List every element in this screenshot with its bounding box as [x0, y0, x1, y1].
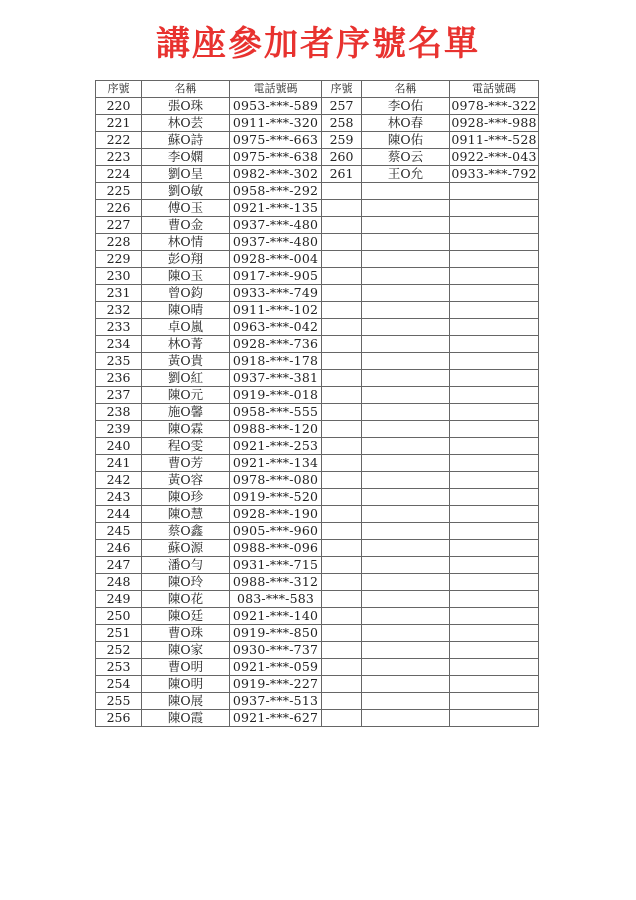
phone-cell: 0928-***-190 — [230, 506, 322, 523]
phone-cell — [450, 455, 539, 472]
name-cell — [362, 217, 450, 234]
serial-cell — [322, 438, 362, 455]
name-cell — [362, 506, 450, 523]
phone-cell — [450, 200, 539, 217]
name-cell — [362, 251, 450, 268]
name-cell — [362, 353, 450, 370]
serial-cell: 254 — [96, 676, 142, 693]
table-row — [96, 302, 539, 319]
name-cell: 彭O翔 — [142, 251, 230, 268]
table-row — [96, 642, 539, 659]
serial-cell: 250 — [96, 608, 142, 625]
table-row — [96, 676, 539, 693]
name-cell — [362, 421, 450, 438]
serial-cell: 260 — [322, 149, 362, 166]
phone-cell: 0917-***-905 — [230, 268, 322, 285]
table-row — [96, 540, 539, 557]
serial-cell — [322, 676, 362, 693]
phone-cell: 0928-***-004 — [230, 251, 322, 268]
header-phone: 電話號碼 — [450, 81, 539, 98]
phone-cell: 0911-***-320 — [230, 115, 322, 132]
name-cell: 陳O慧 — [142, 506, 230, 523]
name-cell: 林O情 — [142, 234, 230, 251]
name-cell — [362, 438, 450, 455]
serial-cell: 245 — [96, 523, 142, 540]
name-cell: 陳O明 — [142, 676, 230, 693]
name-cell: 卓O嵐 — [142, 319, 230, 336]
phone-cell: 0988-***-096 — [230, 540, 322, 557]
phone-cell — [450, 217, 539, 234]
table-row — [96, 557, 539, 574]
phone-cell — [450, 421, 539, 438]
serial-cell — [322, 302, 362, 319]
name-cell: 林O菁 — [142, 336, 230, 353]
serial-cell: 224 — [96, 166, 142, 183]
serial-cell — [322, 404, 362, 421]
name-cell — [362, 387, 450, 404]
table-row — [96, 472, 539, 489]
name-cell — [362, 574, 450, 591]
serial-cell: 235 — [96, 353, 142, 370]
name-cell — [362, 472, 450, 489]
table-row — [96, 166, 539, 183]
name-cell — [362, 676, 450, 693]
name-cell: 林O芸 — [142, 115, 230, 132]
name-cell: 曹O芳 — [142, 455, 230, 472]
participant-table — [95, 80, 539, 727]
phone-cell: 0921-***-135 — [230, 200, 322, 217]
table-row — [96, 285, 539, 302]
serial-cell: 244 — [96, 506, 142, 523]
table-row — [96, 336, 539, 353]
serial-cell: 225 — [96, 183, 142, 200]
serial-cell — [322, 506, 362, 523]
name-cell — [362, 319, 450, 336]
name-cell: 傅O玉 — [142, 200, 230, 217]
table-body — [96, 98, 539, 727]
phone-cell: 0931-***-715 — [230, 557, 322, 574]
serial-cell: 238 — [96, 404, 142, 421]
phone-cell — [450, 506, 539, 523]
name-cell: 曹O珠 — [142, 625, 230, 642]
phone-cell: 0911-***-528 — [451, 132, 537, 147]
phone-cell — [450, 659, 539, 676]
phone-cell — [450, 608, 539, 625]
table-row — [96, 693, 539, 710]
serial-cell — [322, 489, 362, 506]
phone-cell: 0988-***-312 — [230, 574, 322, 591]
phone-cell — [450, 251, 539, 268]
name-cell: 曹O金 — [142, 217, 230, 234]
phone-cell — [450, 557, 539, 574]
serial-cell: 256 — [96, 710, 142, 727]
serial-cell — [322, 268, 362, 285]
name-cell: 張O珠 — [142, 98, 230, 115]
serial-cell — [322, 251, 362, 268]
serial-cell — [322, 574, 362, 591]
name-cell: 程O雯 — [142, 438, 230, 455]
table-row — [96, 710, 539, 727]
name-cell — [362, 693, 450, 710]
serial-cell — [322, 557, 362, 574]
name-cell: 劉O呈 — [142, 166, 230, 183]
serial-cell — [322, 710, 362, 727]
serial-cell — [322, 540, 362, 557]
name-cell: 曹O明 — [142, 659, 230, 676]
phone-cell: 0919-***-227 — [230, 676, 322, 693]
table-row — [96, 234, 539, 251]
name-cell — [362, 285, 450, 302]
phone-cell: 0958-***-292 — [230, 183, 322, 200]
name-cell — [362, 608, 450, 625]
phone-cell: 0937-***-513 — [230, 693, 322, 710]
name-cell: 陳O珍 — [142, 489, 230, 506]
serial-cell: 233 — [96, 319, 142, 336]
name-cell: 陳O展 — [142, 693, 230, 710]
header-name: 名稱 — [142, 81, 230, 98]
name-cell: 劉O紅 — [142, 370, 230, 387]
serial-cell: 229 — [96, 251, 142, 268]
phone-cell: 0933-***-792 — [451, 166, 537, 181]
phone-cell — [450, 336, 539, 353]
name-cell: 陳O晴 — [142, 302, 230, 319]
table-row — [96, 370, 539, 387]
serial-cell — [322, 336, 362, 353]
serial-cell — [322, 387, 362, 404]
table-row — [96, 574, 539, 591]
name-cell — [362, 200, 450, 217]
serial-cell: 248 — [96, 574, 142, 591]
phone-cell: 0978-***-080 — [230, 472, 322, 489]
name-cell — [362, 489, 450, 506]
phone-cell — [450, 370, 539, 387]
table-row — [96, 353, 539, 370]
table-row — [96, 489, 539, 506]
phone-cell: 0928-***-736 — [230, 336, 322, 353]
serial-cell — [322, 455, 362, 472]
serial-cell — [322, 319, 362, 336]
phone-cell: 0937-***-381 — [230, 370, 322, 387]
name-cell — [362, 268, 450, 285]
header-serial: 序號 — [96, 81, 142, 98]
table-row — [96, 217, 539, 234]
table-row — [96, 132, 539, 149]
phone-cell — [450, 353, 539, 370]
phone-cell: 0975-***-638 — [230, 149, 322, 166]
table-row — [96, 523, 539, 540]
name-cell: 潘O勻 — [142, 557, 230, 574]
name-cell — [362, 540, 450, 557]
phone-cell: 0933-***-749 — [230, 285, 322, 302]
table-row — [96, 506, 539, 523]
table-row — [96, 319, 539, 336]
phone-cell: 0937-***-480 — [230, 234, 322, 251]
serial-cell: 222 — [96, 132, 142, 149]
serial-cell — [322, 421, 362, 438]
name-cell — [362, 710, 450, 727]
serial-cell: 239 — [96, 421, 142, 438]
table-row — [96, 625, 539, 642]
serial-cell: 261 — [322, 166, 362, 183]
name-cell — [362, 625, 450, 642]
name-cell — [362, 404, 450, 421]
phone-cell — [450, 387, 539, 404]
phone-cell: 0922-***-043 — [451, 149, 537, 164]
serial-cell — [322, 591, 362, 608]
serial-cell: 259 — [322, 132, 362, 149]
serial-cell: 237 — [96, 387, 142, 404]
name-cell: 劉O敏 — [142, 183, 230, 200]
serial-cell — [322, 659, 362, 676]
phone-cell: 0930-***-737 — [230, 642, 322, 659]
phone-cell — [450, 676, 539, 693]
table-row — [96, 659, 539, 676]
header-name: 名稱 — [362, 81, 450, 98]
serial-cell: 223 — [96, 149, 142, 166]
phone-cell — [450, 268, 539, 285]
serial-cell — [322, 625, 362, 642]
serial-cell — [322, 353, 362, 370]
table-row — [96, 183, 539, 200]
header-phone: 電話號碼 — [230, 81, 322, 98]
table-row — [96, 404, 539, 421]
phone-cell — [450, 438, 539, 455]
phone-cell: 0911-***-102 — [230, 302, 322, 319]
serial-cell: 220 — [96, 98, 142, 115]
serial-cell — [322, 234, 362, 251]
name-cell: 林O春 — [362, 115, 450, 132]
phone-cell — [450, 642, 539, 659]
serial-cell — [322, 608, 362, 625]
phone-cell — [450, 234, 539, 251]
table-row — [96, 387, 539, 404]
name-cell: 陳O元 — [142, 387, 230, 404]
name-cell — [362, 659, 450, 676]
name-cell: 蔡O云 — [362, 149, 450, 166]
name-cell — [362, 336, 450, 353]
phone-cell: 0919-***-520 — [230, 489, 322, 506]
phone-cell: 0937-***-480 — [230, 217, 322, 234]
table-header-row — [96, 81, 539, 98]
phone-cell — [450, 574, 539, 591]
phone-cell — [450, 591, 539, 608]
serial-cell: 257 — [322, 98, 362, 115]
table-row — [96, 438, 539, 455]
serial-cell: 240 — [96, 438, 142, 455]
phone-cell: 0928-***-988 — [451, 115, 537, 130]
table-row — [96, 98, 539, 115]
name-cell — [362, 591, 450, 608]
phone-cell: 0982-***-302 — [230, 166, 322, 183]
name-cell: 陳O霖 — [142, 421, 230, 438]
phone-cell — [450, 302, 539, 319]
phone-cell: 0919-***-850 — [230, 625, 322, 642]
phone-cell — [450, 183, 539, 200]
table-row — [96, 421, 539, 438]
serial-cell: 228 — [96, 234, 142, 251]
phone-cell: 0988-***-120 — [230, 421, 322, 438]
phone-cell: 083-***-583 — [230, 591, 322, 608]
serial-cell: 232 — [96, 302, 142, 319]
serial-cell: 241 — [96, 455, 142, 472]
table-row — [96, 591, 539, 608]
name-cell: 陳O花 — [142, 591, 230, 608]
phone-cell: 0918-***-178 — [230, 353, 322, 370]
serial-cell: 226 — [96, 200, 142, 217]
phone-cell — [450, 625, 539, 642]
phone-cell — [450, 404, 539, 421]
name-cell: 李O佑 — [362, 98, 450, 115]
serial-cell: 234 — [96, 336, 142, 353]
name-cell — [362, 234, 450, 251]
name-cell: 曾O鈞 — [142, 285, 230, 302]
phone-cell: 0963-***-042 — [230, 319, 322, 336]
name-cell: 陳O廷 — [142, 608, 230, 625]
name-cell — [362, 183, 450, 200]
phone-cell: 0921-***-140 — [230, 608, 322, 625]
name-cell: 蘇O詩 — [142, 132, 230, 149]
phone-cell: 0905-***-960 — [230, 523, 322, 540]
serial-cell: 227 — [96, 217, 142, 234]
name-cell — [362, 370, 450, 387]
name-cell: 黃O容 — [142, 472, 230, 489]
phone-cell — [450, 319, 539, 336]
table-row — [96, 251, 539, 268]
phone-cell — [450, 489, 539, 506]
phone-cell — [450, 285, 539, 302]
serial-cell — [322, 693, 362, 710]
name-cell — [362, 642, 450, 659]
phone-cell: 0921-***-627 — [230, 710, 322, 727]
serial-cell: 230 — [96, 268, 142, 285]
table-row — [96, 115, 539, 132]
serial-cell: 246 — [96, 540, 142, 557]
name-cell: 陳O家 — [142, 642, 230, 659]
phone-cell: 0953-***-589 — [230, 98, 322, 115]
name-cell: 陳O玲 — [142, 574, 230, 591]
serial-cell: 231 — [96, 285, 142, 302]
page-title: 講座參加者序號名單 — [156, 24, 480, 64]
phone-cell — [450, 693, 539, 710]
phone-cell — [450, 523, 539, 540]
serial-cell: 253 — [96, 659, 142, 676]
name-cell: 李O嫻 — [142, 149, 230, 166]
serial-cell: 242 — [96, 472, 142, 489]
name-cell — [362, 455, 450, 472]
phone-cell: 0921-***-134 — [230, 455, 322, 472]
serial-cell — [322, 523, 362, 540]
serial-cell: 236 — [96, 370, 142, 387]
name-cell: 蔡O鑫 — [142, 523, 230, 540]
name-cell — [362, 557, 450, 574]
name-cell: 蘇O源 — [142, 540, 230, 557]
serial-cell: 251 — [96, 625, 142, 642]
table-row — [96, 608, 539, 625]
serial-cell: 221 — [96, 115, 142, 132]
name-cell: 陳O霞 — [142, 710, 230, 727]
header-serial: 序號 — [322, 81, 362, 98]
phone-cell: 0919-***-018 — [230, 387, 322, 404]
serial-cell: 252 — [96, 642, 142, 659]
phone-cell: 0978-***-322 — [451, 98, 537, 113]
phone-cell — [450, 540, 539, 557]
serial-cell: 243 — [96, 489, 142, 506]
phone-cell: 0958-***-555 — [230, 404, 322, 421]
name-cell: 王O允 — [362, 166, 450, 183]
serial-cell — [322, 472, 362, 489]
serial-cell — [322, 285, 362, 302]
serial-cell: 249 — [96, 591, 142, 608]
serial-cell — [322, 642, 362, 659]
serial-cell — [322, 183, 362, 200]
serial-cell: 255 — [96, 693, 142, 710]
name-cell — [362, 523, 450, 540]
serial-cell — [322, 370, 362, 387]
name-cell: 黃O貴 — [142, 353, 230, 370]
serial-cell: 258 — [322, 115, 362, 132]
phone-cell — [450, 472, 539, 489]
phone-cell: 0921-***-059 — [230, 659, 322, 676]
name-cell: 陳O佑 — [362, 132, 450, 149]
phone-cell: 0975-***-663 — [230, 132, 322, 149]
name-cell — [362, 302, 450, 319]
serial-cell — [322, 217, 362, 234]
name-cell: 施O馨 — [142, 404, 230, 421]
table-row — [96, 200, 539, 217]
table-row — [96, 455, 539, 472]
phone-cell — [450, 710, 539, 727]
serial-cell — [322, 200, 362, 217]
table-row — [96, 149, 539, 166]
serial-cell: 247 — [96, 557, 142, 574]
phone-cell: 0921-***-253 — [230, 438, 322, 455]
table-row — [96, 268, 539, 285]
name-cell: 陳O玉 — [142, 268, 230, 285]
